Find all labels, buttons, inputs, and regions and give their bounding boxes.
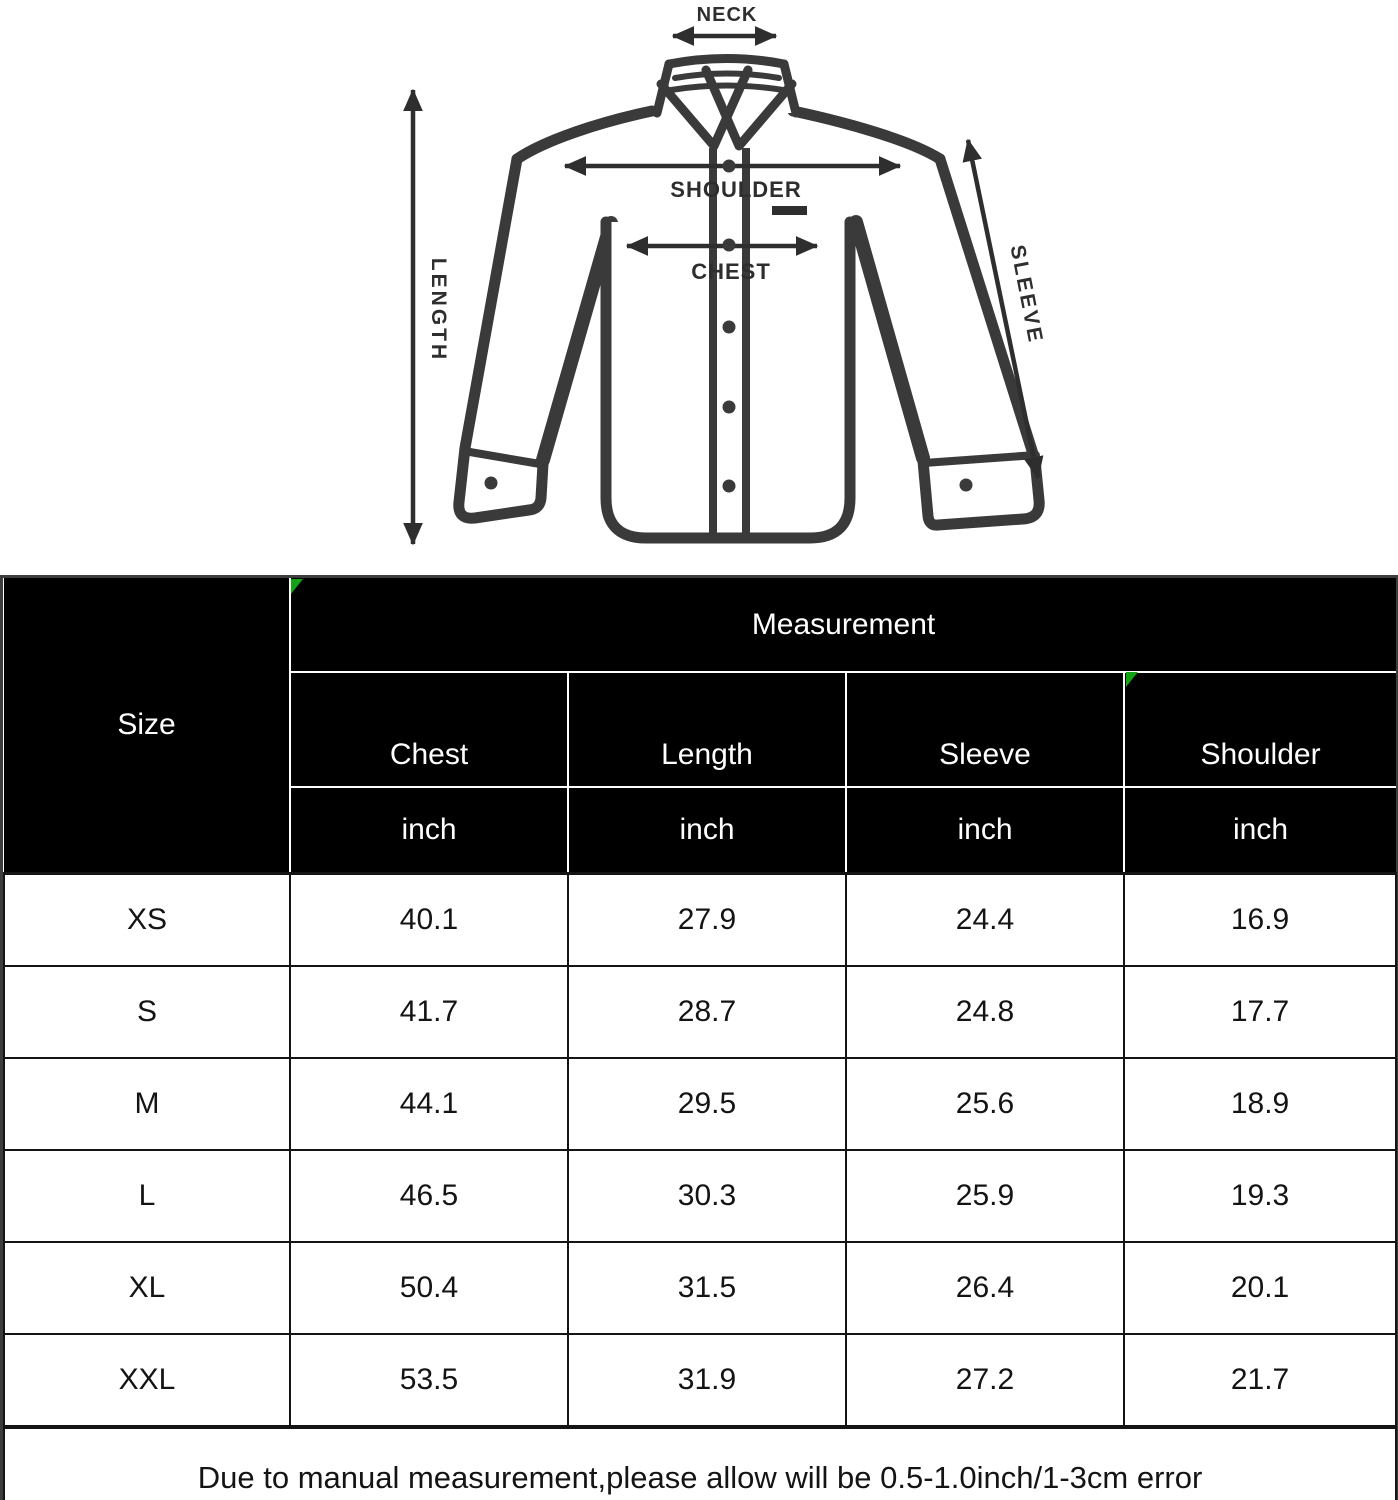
shoulder-dash <box>772 206 807 215</box>
table-row-l <box>4 1150 1396 1242</box>
left-cuff-button <box>485 477 498 490</box>
length-value: 31.9 <box>568 1334 846 1427</box>
table-row-xs <box>4 874 1396 967</box>
right-shoulder-line <box>793 111 940 159</box>
sleeve-value: 25.6 <box>846 1058 1124 1150</box>
table-row-xl <box>4 1242 1396 1334</box>
col-header-sleeve: Sleeve <box>846 672 1124 787</box>
shirt-measurement-diagram <box>0 0 1398 575</box>
green-corner-marker-shoulder <box>1126 672 1138 687</box>
table-row-s <box>4 966 1396 1058</box>
table-row-xxl <box>4 1334 1396 1427</box>
col-header-length: Length <box>568 672 846 787</box>
header-row-measurement <box>4 578 1396 672</box>
shoulder-value: 20.1 <box>1124 1242 1396 1334</box>
shoulder-value: 16.9 <box>1124 874 1396 967</box>
sleeve-value: 27.2 <box>846 1334 1124 1427</box>
col-header-shoulder: Shoulder <box>1124 672 1396 787</box>
shoulder-label: SHOULDER <box>670 177 802 202</box>
sleeve-value: 25.9 <box>846 1150 1124 1242</box>
length-value: 30.3 <box>568 1150 846 1242</box>
size-value: S <box>4 966 290 1058</box>
size-value: XL <box>4 1242 290 1334</box>
chest-value: 46.5 <box>290 1150 568 1242</box>
sleeve-value: 24.8 <box>846 966 1124 1058</box>
shoulder-value: 18.9 <box>1124 1058 1396 1150</box>
size-value: XS <box>4 874 290 967</box>
table-row-m <box>4 1058 1396 1150</box>
length-value: 29.5 <box>568 1058 846 1150</box>
chest-value: 40.1 <box>290 874 568 967</box>
unit-cell-chest: inch <box>290 787 568 874</box>
right-cuff-button <box>960 479 973 492</box>
note-row <box>4 1427 1396 1500</box>
measurement-header: Measurement <box>290 578 1396 672</box>
length-value: 27.9 <box>568 874 846 967</box>
col-header-chest: Chest <box>290 672 568 787</box>
chest-value: 53.5 <box>290 1334 568 1427</box>
size-value: M <box>4 1058 290 1150</box>
green-corner-marker-measurement <box>291 579 303 594</box>
chest-value: 44.1 <box>290 1058 568 1150</box>
unit-cell-shoulder: inch <box>1124 787 1396 874</box>
neck-label: NECK <box>696 4 758 26</box>
length-value: 31.5 <box>568 1242 846 1334</box>
size-value: XXL <box>4 1334 290 1427</box>
chest-value: 50.4 <box>290 1242 568 1334</box>
length-value: 28.7 <box>568 966 846 1058</box>
shoulder-value: 17.7 <box>1124 966 1396 1058</box>
unit-cell-length: inch <box>568 787 846 874</box>
unit-cell-sleeve: inch <box>846 787 1124 874</box>
shoulder-value: 19.3 <box>1124 1150 1396 1242</box>
size-table-container <box>0 575 1398 1500</box>
size-column-header: Size <box>4 578 290 874</box>
shoulder-value: 21.7 <box>1124 1334 1396 1427</box>
measurement-note: Due to manual measurement,please allow will be 0.5-1.0inch/1-3cm error <box>4 1427 1396 1500</box>
chest-label: CHEST <box>691 259 771 284</box>
size-value: L <box>4 1150 290 1242</box>
collar <box>657 59 796 147</box>
sleeve-value: 24.4 <box>846 874 1124 967</box>
length-label: LENGTH <box>427 257 450 363</box>
chest-value: 41.7 <box>290 966 568 1058</box>
size-table <box>3 578 1397 1500</box>
left-shoulder-line <box>517 111 652 159</box>
sleeve-label: SLEEVE <box>1005 243 1048 347</box>
sleeve-value: 26.4 <box>846 1242 1124 1334</box>
